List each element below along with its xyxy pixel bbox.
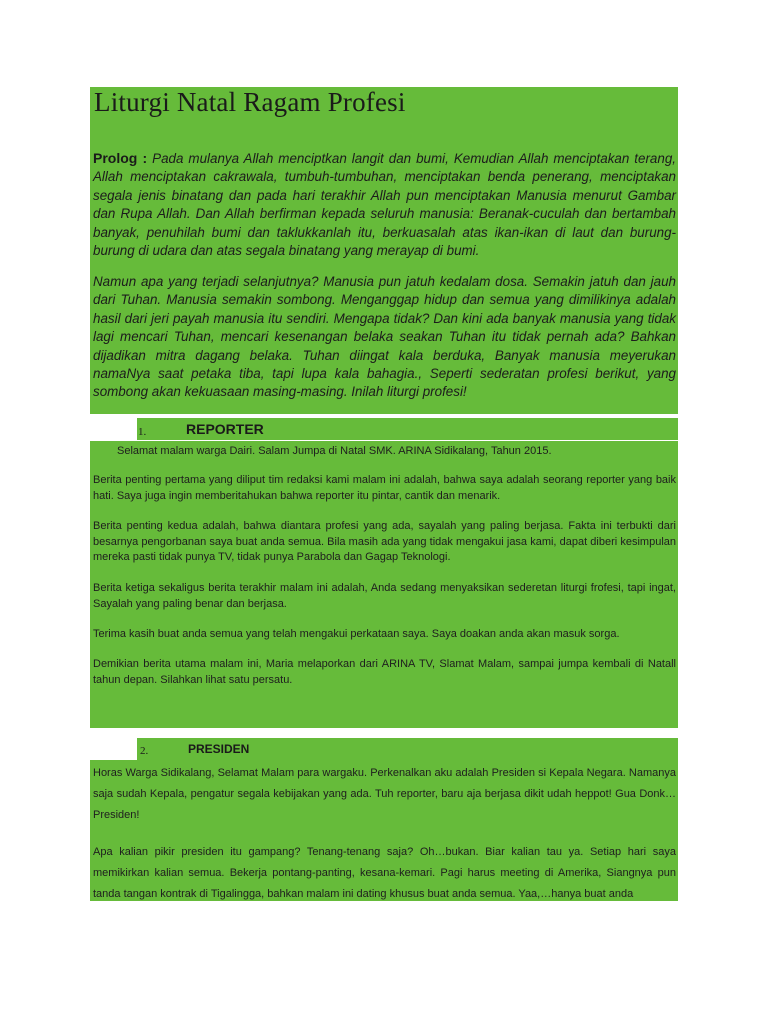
prolog-text-1: Pada mulanya Allah menciptkan langit dan bumi, Kemudian Allah menciptakan terang, Allah menciptakan cakrawala, tumbuh-tumbuhan, menciptakan benda penerang, menciptakan segala jenis binatang dan pada hari terakhir Allah pun menciptakan Manusia menurut Gambar dan Rupa Allah. Dan Allah berfirman kepada seluruh manusia: Beranak-cuculah dan bertambah banyak, penuhilah bumi dan taklukkanlah itu, berkuasalah atas ikan-ikan di laut dan burung-burung di udara dan atas segala binatang yang merayap di bumi. [93,151,676,259]
reporter-paragraph: Terima kasih buat anda semua yang telah mengakui perkataan saya. Saya doakan anda akan masuk sorga. [93,628,620,640]
presiden-paragraph: Horas Warga Sidikalang, Selamat Malam para wargaku. Perkenalkan aku adalah Presiden si Kepala Negara. Namanya saja sudah Kepala, pengatur segala kebijakan yang ada. Tuh reporter, baru aja berjasa dikit udah heppot! Gua Donk…Presiden! [93,767,676,821]
section-body-presiden [90,760,678,901]
reporter-paragraph: Selamat malam warga Dairi. Salam Jumpa di Natal SMK. ARINA Sidikalang, Tahun 2015. [117,445,552,457]
section-number-presiden: 2. [140,745,149,757]
reporter-paragraph: Demikian berita utama malam ini, Maria melaporkan dari ARINA TV, Slamat Malam, sampai jumpa kembali di Natall tahun depan. Silahkan lihat satu persatu. [93,658,676,686]
section-heading-reporter: REPORTER [186,421,264,437]
reporter-paragraph: Berita ketiga sekaligus berita terakhir malam ini adalah, Anda sedang menyaksikan sederetan liturgi frofesi, tapi ingat, Sayalah yang paling benar dan berjasa. [93,582,676,610]
prolog-label: Prolog : [93,150,148,166]
prolog-paragraph-1 [93,149,676,260]
presiden-paragraph: Apa kalian pikir presiden itu gampang? Tenang-tenang saja? Oh…bukan. Biar kalian tau ya. Setiap hari saya memikirkan kalian semua. Bekerja pontang-panting, kesana-kemari. Pagi harus meeting di Amerika, Siangnya pun tanda tangan kontrak di Tigalingga, bahkan malam ini dating khusus buat anda semua. Yaa,…hanya buat anda [93,846,676,900]
prolog-paragraph-2: Namun apa yang terjadi selanjutnya? Manusia pun jatuh kedalam dosa. Semakin jatuh dan jauh dari Tuhan. Manusia semakin sombong. Menganggap hidup dan semua yang dimilikinya adalah hasil dari jeri payah manusia itu sendiri. Mengapa tidak? Dan kini ada banyak manusia yang tidak lagi mencari Tuhan, mencari kesenangan belaka seakan Tuhan itu tidak pernah ada? Bahkan dijadikan mitra dagang belaka. Tuhan diingat kala berduka, Banyak manusia meyerukan namaNya saat petaka tiba, tapi lupa kala bahagia., Seperti sederatan profesi berikut, yang sombong akan kekuasaan masing-masing. Inilah liturgi profesi! [93,274,676,400]
document-title: Liturgi Natal Ragam Profesi [94,87,406,117]
prolog-block [90,87,678,414]
reporter-paragraph: Berita penting pertama yang diliput tim redaksi kami malam ini adalah, bahwa saya adalah seorang reporter yang baik hati. Saya juga ingin memberitahukan bahwa reporter itu pintar, cantik dan menarik. [93,474,676,502]
section-heading-presiden: PRESIDEN [188,742,250,756]
section-number-reporter: 1. [138,426,147,438]
section-body-reporter [90,441,678,728]
reporter-paragraph: Berita penting kedua adalah, bahwa diantara profesi yang ada, sayalah yang paling berjasa. Fakta ini terbukti dari besarnya pengorbanan saya buat anda semua. Bila masih ada yang tidak mengakui jasa kami, dapat diberi kesimpulan mereka pasti tidak punya TV, tidak punya Parabola dan Gagap Teknologi. [93,520,676,563]
